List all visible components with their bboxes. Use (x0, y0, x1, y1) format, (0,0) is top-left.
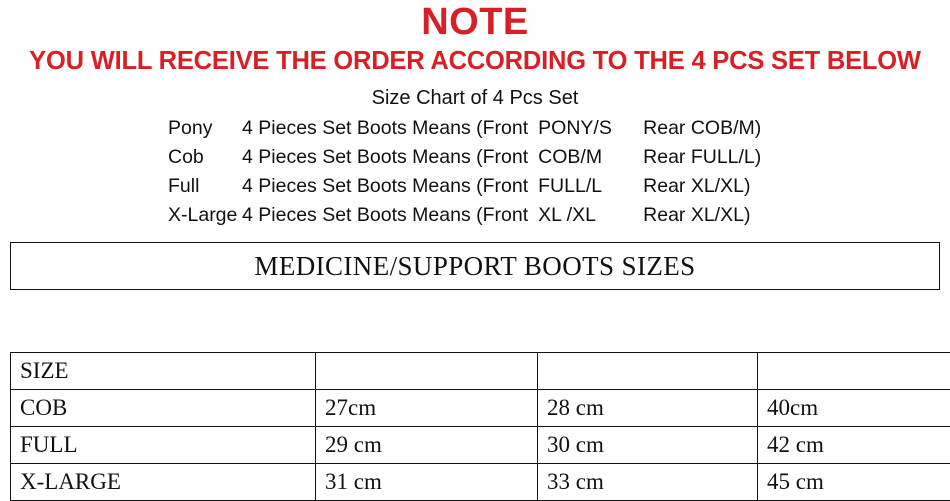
table-row (11, 390, 950, 427)
size-description: 4 Pieces Set Boots Means (Front (242, 114, 528, 143)
rear-size: Rear XL/XL) (643, 172, 750, 201)
size-description: 4 Pieces Set Boots Means (Front (242, 172, 528, 201)
list-item (168, 143, 828, 172)
table-cell: 27cm (316, 390, 538, 427)
size-description: 4 Pieces Set Boots Means (Front (242, 201, 528, 230)
table-cell: FULL (11, 427, 316, 464)
size-label: X-Large (168, 201, 242, 230)
rear-size: Rear FULL/L) (643, 143, 761, 172)
table-cell (758, 353, 950, 390)
note-subtitle: YOU WILL RECEIVE THE ORDER ACCORDING TO THE 4 PCS SET BELOW (0, 46, 950, 76)
size-description: 4 Pieces Set Boots Means (Front (242, 143, 528, 172)
size-chart-title: Size Chart of 4 Pcs Set (0, 86, 950, 110)
list-item (168, 114, 828, 143)
front-size: FULL/L (528, 172, 643, 201)
boots-sizes-banner (10, 242, 940, 290)
front-size: XL /XL (528, 201, 643, 230)
rear-size: Rear COB/M) (643, 114, 761, 143)
size-chart-document (0, 2, 950, 500)
table-cell: 33 cm (538, 464, 758, 501)
table-cell: 45 cm (758, 464, 950, 501)
table-cell: SIZE (11, 353, 316, 390)
size-label: Cob (168, 143, 242, 172)
size-label: Pony (168, 114, 242, 143)
table-cell: 40cm (758, 390, 950, 427)
table-cell: 28 cm (538, 390, 758, 427)
table-cell: X-LARGE (11, 464, 316, 501)
table-cell: 31 cm (316, 464, 538, 501)
front-size: COB/M (528, 143, 643, 172)
table-row (11, 427, 950, 464)
table-cell (538, 353, 758, 390)
list-item (168, 172, 828, 201)
boots-size-table (10, 352, 950, 501)
size-chart-list (168, 114, 828, 230)
table-row (11, 353, 950, 390)
table-row (11, 464, 950, 501)
spacer (0, 290, 950, 352)
note-title: NOTE (0, 2, 950, 42)
front-size: PONY/S (528, 114, 643, 143)
banner-text: MEDICINE/SUPPORT BOOTS SIZES (254, 251, 695, 282)
list-item (168, 201, 828, 230)
rear-size: Rear XL/XL) (643, 201, 750, 230)
table-cell: 29 cm (316, 427, 538, 464)
table-cell (316, 353, 538, 390)
table-cell: COB (11, 390, 316, 427)
table-cell: 42 cm (758, 427, 950, 464)
table-cell: 30 cm (538, 427, 758, 464)
size-label: Full (168, 172, 242, 201)
